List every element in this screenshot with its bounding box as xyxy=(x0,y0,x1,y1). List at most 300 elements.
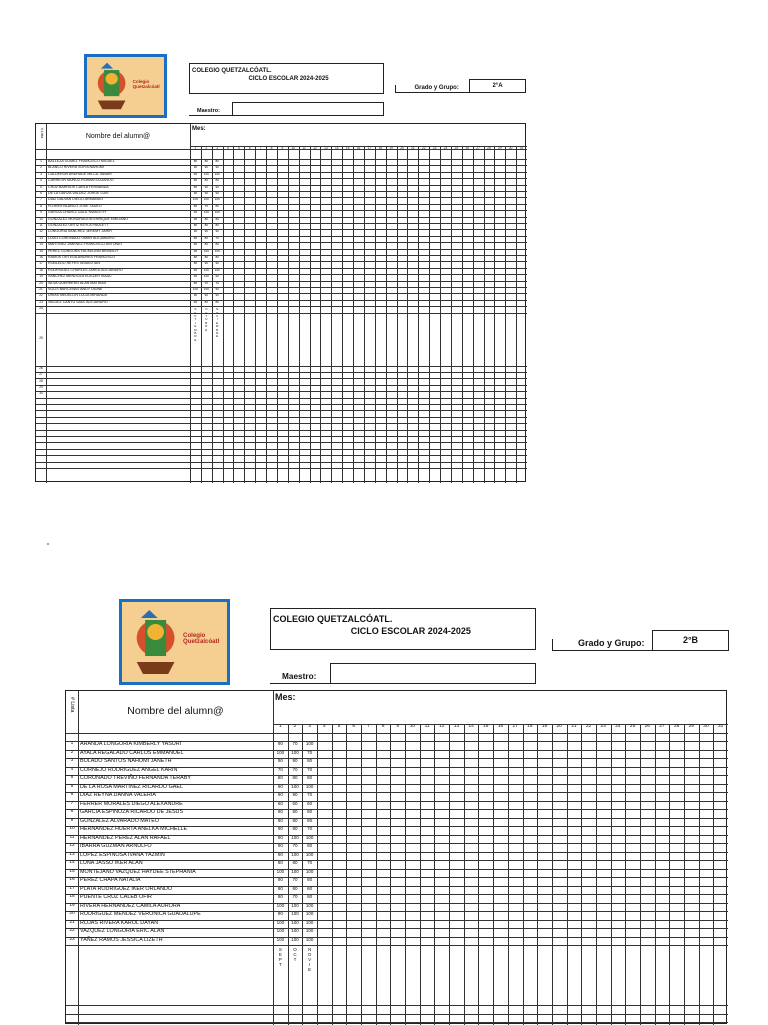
day-header: 28 xyxy=(487,146,491,150)
month-vertical-label: S E P T xyxy=(278,947,282,968)
row-number: 16 xyxy=(69,877,75,882)
score-cell: 100 xyxy=(305,928,314,933)
teacher-label: Maestro: xyxy=(197,108,220,114)
score-cell: 70 xyxy=(307,826,313,831)
score-cell: 80 xyxy=(215,255,219,259)
row-number: 29 xyxy=(39,385,43,389)
day-header: 2 xyxy=(205,146,208,150)
score-cell: 100 xyxy=(214,248,220,253)
day-header: 22 xyxy=(421,146,426,150)
row-number: 21 xyxy=(39,287,43,291)
student-name: GONZALEZ ORTIZ KEYLA PAULETT xyxy=(48,223,109,227)
score-cell: 90 xyxy=(204,229,208,234)
row-number: 3 xyxy=(40,171,42,176)
score-cell: 80 xyxy=(307,877,313,882)
day-header: 18 xyxy=(527,724,533,729)
score-cell: 80 xyxy=(292,860,298,865)
school-logo xyxy=(119,599,230,685)
score-cell: 80 xyxy=(307,775,313,780)
school-name: COLEGIO QUETZALCÓATL. xyxy=(273,614,393,624)
score-cell: 80 xyxy=(215,242,219,247)
score-cell: 90 xyxy=(204,261,208,266)
student-name: SILVA GUERRERO ALAN MATHIAS xyxy=(48,280,107,285)
student-name: LOPEZ ESPINOSA IVANA YAZMIN xyxy=(80,851,165,858)
score-cell: 90 xyxy=(204,293,208,298)
score-cell: 80 xyxy=(307,817,313,823)
row-number: 3 xyxy=(70,758,74,763)
logo-text: Colegio Quetzalcóatl xyxy=(132,79,160,89)
stray-mark xyxy=(47,543,49,545)
student-name: PUENTE CRUZ CALEB OFIR xyxy=(80,894,152,900)
grid-line xyxy=(36,417,527,418)
grid-line xyxy=(66,1022,728,1023)
month-vertical-label: N O V I E M B R E xyxy=(215,307,219,339)
row-number: 28 xyxy=(39,378,43,383)
grid-line xyxy=(36,410,527,411)
score-cell: 100 xyxy=(276,902,285,908)
row-number: 5 xyxy=(70,783,74,789)
student-name: GONZALEZ ALVARADO MATEO xyxy=(80,817,160,824)
score-cell: 100 xyxy=(291,911,299,916)
score-cell: 80 xyxy=(193,184,198,189)
row-number: 16 xyxy=(39,255,43,259)
score-cell: 90 xyxy=(277,792,283,797)
score-cell: 100 xyxy=(214,210,220,215)
grade-value-box xyxy=(652,630,729,651)
grid-line xyxy=(36,404,527,405)
day-header: 30 xyxy=(703,724,709,729)
row-number: 5 xyxy=(40,184,42,189)
grade-value-box xyxy=(469,79,526,93)
score-cell: 80 xyxy=(307,758,313,763)
score-cell: 90 xyxy=(193,299,198,304)
score-cell: 90 xyxy=(277,877,283,882)
day-header: 4 xyxy=(227,146,229,150)
score-cell: 100 xyxy=(305,868,314,874)
row-number: 9 xyxy=(70,817,74,823)
score-cell: 80 xyxy=(193,223,198,227)
student-name: DIAZ REYNA DANNA VALERIA xyxy=(80,792,156,798)
score-cell: 100 xyxy=(291,919,299,925)
score-cell: 90 xyxy=(277,843,283,848)
day-header: 12 xyxy=(439,724,445,729)
student-name: DE LA ROSA MARTINEZ RICARDO GAEL xyxy=(80,783,183,790)
school-title-box xyxy=(270,608,536,650)
score-cell: 80 xyxy=(204,299,208,304)
score-cell: 90 xyxy=(215,165,219,170)
score-cell: 70 xyxy=(204,203,208,208)
score-cell: 80 xyxy=(277,775,283,780)
score-cell: 90 xyxy=(215,293,219,298)
row-number: 7 xyxy=(70,800,74,806)
day-header: 17 xyxy=(512,724,518,729)
score-cell: 80 xyxy=(215,216,219,221)
student-name: CORNEJO RODRIGUEZ ANGEL KARIN xyxy=(80,766,178,773)
score-cell: 100 xyxy=(276,749,285,755)
student-name: LONGORIA SANCHEZ JEREMY JAHIR xyxy=(48,229,112,234)
student-name: MONTEJANO VAZQUEZ HAYDEE STEPHANIA xyxy=(80,868,196,875)
row-number: 15 xyxy=(39,248,43,253)
day-header: 28 xyxy=(673,724,680,729)
score-cell: 60 xyxy=(292,800,298,806)
score-cell: 100 xyxy=(305,783,314,789)
score-cell: 80 xyxy=(204,178,208,183)
student-name: RODRIGUEZ CHARLES JARED ALEJANDRO xyxy=(48,267,123,272)
score-cell: 90 xyxy=(215,274,219,279)
score-cell: 80 xyxy=(204,255,208,259)
score-cell: 60 xyxy=(307,800,313,806)
day-header: 17 xyxy=(367,146,372,150)
grade-value: 2°A xyxy=(492,83,503,89)
day-header: 14 xyxy=(334,146,339,150)
day-header: 20 xyxy=(400,146,404,150)
row-number: 2 xyxy=(70,749,74,755)
student-name: LUGO CORONADO OMAR ALEJANDRO xyxy=(48,235,115,240)
score-cell: 80 xyxy=(193,159,198,163)
grid-line xyxy=(36,462,527,463)
row-number: 1 xyxy=(70,741,74,746)
student-name: PEREZ GONGORA YACKELINN BRISEIDY xyxy=(48,248,119,253)
score-cell: 100 xyxy=(203,197,209,202)
day-header: 21 xyxy=(571,724,577,729)
student-name: GARCIA CHAVEZ DALA YAMILETH xyxy=(48,210,106,215)
score-cell: 100 xyxy=(291,851,299,857)
score-cell: 80 xyxy=(292,817,298,823)
day-header: 13 xyxy=(453,724,460,729)
day-header: 23 xyxy=(600,724,606,729)
student-name: HERNANDEZ HUERTA ANELKA MICHELLE xyxy=(80,826,188,832)
student-name: SANCHEZ MENDOZA ELIEZER ISAAC xyxy=(48,274,112,279)
score-cell: 90 xyxy=(277,834,283,840)
row-number: 10 xyxy=(69,826,75,831)
score-cell: 70 xyxy=(292,766,298,772)
score-cell: 80 xyxy=(193,280,198,285)
attendance-grid xyxy=(65,690,727,1024)
day-header: 14 xyxy=(468,724,474,729)
row-number: 23 xyxy=(39,299,43,304)
name-header: Nombre del alumn@ xyxy=(127,704,224,717)
student-name: BOLADO SANTOS NAHOMI JANETH xyxy=(80,758,172,764)
score-cell: 100 xyxy=(203,274,209,279)
month-label: Mes: xyxy=(192,126,206,132)
score-cell: 90 xyxy=(204,184,208,189)
row-number: 30 xyxy=(39,391,43,396)
row-number: 18 xyxy=(69,894,75,899)
month-vertical-label: O C T U B R E xyxy=(205,307,208,332)
score-cell: 100 xyxy=(305,911,314,916)
grid-line xyxy=(36,442,527,443)
list-header: # Lista xyxy=(69,697,75,713)
row-number: 15 xyxy=(69,868,75,874)
day-header: 10 xyxy=(409,724,416,729)
row-number: 2 xyxy=(40,165,42,170)
score-cell: 100 xyxy=(291,783,299,789)
row-number: 5 xyxy=(70,775,74,780)
score-cell: 90 xyxy=(193,274,198,279)
row-number: 12 xyxy=(69,843,75,848)
row-number: 24 xyxy=(39,306,43,311)
row-number: 18 xyxy=(39,267,43,272)
teacher-label-box xyxy=(270,672,330,684)
score-cell: 100 xyxy=(276,936,285,942)
day-header: 3 xyxy=(216,146,219,150)
score-cell: 90 xyxy=(215,261,219,266)
student-name: RIVERA HERNANDEZ CAMILA AURORA xyxy=(80,902,181,909)
day-header: 9 xyxy=(396,724,400,729)
student-name: VALDEZ CANTU SAUL ALEJANDRO xyxy=(48,299,108,304)
day-header: 26 xyxy=(465,146,469,150)
row-number: 13 xyxy=(39,235,43,240)
row-number: 19 xyxy=(69,902,75,908)
score-cell: 90 xyxy=(277,809,283,814)
score-cell: 80 xyxy=(277,860,283,865)
student-name: BLANCO RIVERA SOFIA NAHOMI xyxy=(48,165,104,170)
day-header: 12 xyxy=(313,146,317,150)
grid-line xyxy=(36,430,527,431)
score-cell: 100 xyxy=(291,928,299,933)
score-cell: 70 xyxy=(292,894,298,899)
score-cell: 100 xyxy=(192,197,198,202)
score-cell: 80 xyxy=(292,809,298,814)
score-cell: 80 xyxy=(292,826,298,831)
day-header: 15 xyxy=(483,724,489,729)
student-name: YAÑEZ RAMOS JESSICA LIZETH xyxy=(80,936,163,943)
score-cell: 80 xyxy=(277,894,283,899)
day-header: 7 xyxy=(367,724,370,729)
school-logo xyxy=(84,54,167,118)
score-cell: 100 xyxy=(214,267,220,272)
score-cell: 100 xyxy=(214,171,220,176)
day-header: 8 xyxy=(270,146,273,150)
score-cell: 70 xyxy=(215,235,219,240)
row-number: 8 xyxy=(70,809,74,814)
grid-line xyxy=(36,398,527,399)
day-header: 8 xyxy=(381,724,385,729)
grid-line xyxy=(36,449,527,450)
month-vertical-label: O C T xyxy=(293,947,297,963)
student-name: PEREZ CHAPA NATALIA xyxy=(80,877,141,883)
score-cell: 100 xyxy=(214,197,220,202)
teacher-field[interactable] xyxy=(232,102,384,116)
student-name: GONZALEZ MONDRAGON ENRIQUE EMILIANO xyxy=(48,216,129,221)
score-cell: 80 xyxy=(204,235,208,240)
score-cell: 100 xyxy=(305,741,314,746)
score-cell: 80 xyxy=(307,843,313,848)
row-number: 20 xyxy=(39,280,43,285)
student-name: CALDERON ANDRADE MILCA TABAIR xyxy=(48,171,112,176)
row-number: 25 xyxy=(39,336,43,341)
score-cell: 80 xyxy=(292,775,298,780)
student-name: HERNANDEZ PEREZ ALAN RAFAEL xyxy=(80,834,171,841)
day-header: 21 xyxy=(411,146,415,150)
score-cell: 70 xyxy=(307,749,313,755)
score-cell: 90 xyxy=(193,171,198,176)
score-cell: 100 xyxy=(291,834,299,840)
student-name: ARANDA LONGORIA KIMBERLY YASURI xyxy=(80,741,182,747)
student-name: AYALA REGALADO CARLOS EMMANUEL xyxy=(80,749,184,756)
day-header: 24 xyxy=(443,146,448,150)
score-cell: 90 xyxy=(193,165,198,170)
score-cell: 70 xyxy=(292,843,298,848)
score-cell: 80 xyxy=(204,216,208,221)
student-name: LUNA JASSO IKER ALAN xyxy=(80,860,143,866)
day-header: 6 xyxy=(352,724,356,729)
score-cell: 100 xyxy=(203,248,209,253)
score-cell: 90 xyxy=(277,826,283,831)
teacher-label: Maestro: xyxy=(282,672,317,681)
score-cell: 80 xyxy=(277,885,283,891)
score-cell: 100 xyxy=(203,210,209,215)
student-name: DE LA GARZA VALDEZ JORGE LUIS xyxy=(48,191,109,195)
score-cell: 100 xyxy=(305,851,314,857)
score-cell: 100 xyxy=(305,919,314,925)
score-cell: 100 xyxy=(305,936,314,942)
score-cell: 80 xyxy=(193,178,198,183)
row-number: 4 xyxy=(70,766,74,772)
score-cell: 80 xyxy=(215,178,219,183)
day-header: 25 xyxy=(629,724,636,729)
grid-line xyxy=(36,313,527,314)
score-cell: 80 xyxy=(215,203,219,208)
row-number: 19 xyxy=(39,274,43,279)
day-header: 6 xyxy=(248,146,251,150)
score-cell: 70 xyxy=(204,280,208,285)
grid-line xyxy=(36,372,527,373)
score-cell: 100 xyxy=(203,287,209,291)
row-number: 1 xyxy=(40,159,42,163)
student-name: GARCIA ESPINOZA RICARDO DE JESUS xyxy=(80,809,184,815)
score-cell: 100 xyxy=(276,928,285,933)
score-cell: 70 xyxy=(307,766,313,772)
student-name: CARREON MUÑOZ ROMAN EDUARDO xyxy=(48,178,114,183)
grid-line xyxy=(66,1014,728,1015)
score-cell: 80 xyxy=(215,299,219,304)
score-cell: 100 xyxy=(203,267,209,272)
school-title-box xyxy=(189,63,384,94)
row-number: 14 xyxy=(69,860,75,865)
score-cell: 100 xyxy=(305,902,314,908)
day-header: 19 xyxy=(541,724,548,729)
score-cell: 100 xyxy=(291,868,299,874)
day-header: 10 xyxy=(291,146,296,150)
name-header: Nombre del alumn@ xyxy=(85,132,151,140)
grade-value: 2°B xyxy=(682,634,699,645)
row-number: 22 xyxy=(39,293,43,298)
row-number: 17 xyxy=(69,885,75,891)
score-cell: 100 xyxy=(291,936,299,942)
score-cell: 90 xyxy=(277,851,283,857)
day-header: 2 xyxy=(293,724,297,729)
row-number: 12 xyxy=(39,229,43,234)
day-header: 26 xyxy=(644,724,650,729)
month-vertical-label: S E P T I E M B R E xyxy=(194,307,197,342)
grid-line xyxy=(36,366,527,367)
day-header: 7 xyxy=(259,146,262,150)
month-vertical-label: N O V I E xyxy=(307,947,312,973)
grid-line xyxy=(36,468,527,469)
student-name: PLATA RODRIGUEZ IKER ORLANDO xyxy=(80,885,173,892)
day-header: 9 xyxy=(281,146,284,150)
score-cell: 90 xyxy=(292,792,298,797)
day-header: 27 xyxy=(659,724,665,729)
school-cycle: CICLO ESCOLAR 2024-2025 xyxy=(248,76,329,82)
row-number: 7 xyxy=(40,197,42,202)
day-header: 31 xyxy=(717,724,724,729)
day-header: 4 xyxy=(323,724,326,729)
day-header: 16 xyxy=(356,146,361,150)
score-cell: 90 xyxy=(215,229,219,234)
score-cell: 80 xyxy=(215,223,219,227)
student-name: RODRIGUEZ MENDEZ VERONICA GUADALUPE xyxy=(80,911,201,917)
row-number: 27 xyxy=(39,372,43,377)
day-header: 16 xyxy=(497,724,504,729)
row-number: 20 xyxy=(69,911,75,916)
day-header: 29 xyxy=(498,146,502,150)
day-header: 1 xyxy=(194,146,197,150)
grade-label: Grado y Grupo: xyxy=(578,638,645,648)
student-name: MARTINEZ JIMENEZ FRANCISCO ANTONIO xyxy=(48,242,122,247)
score-cell: 80 xyxy=(204,242,208,247)
student-name: FLORES BLANCO JOSE TADEO xyxy=(48,203,102,208)
score-cell: 70 xyxy=(277,766,283,772)
day-header: 20 xyxy=(556,724,562,729)
student-name: SOLIS BARCENAS ANDY DIONE xyxy=(48,287,103,291)
student-name: VAZQUEZ LONGORIA ERIC ALAN xyxy=(80,928,165,934)
score-cell: 80 xyxy=(215,159,219,163)
score-cell: 80 xyxy=(307,809,313,814)
grid-line xyxy=(36,423,527,424)
day-header: 18 xyxy=(378,146,382,150)
score-cell: 80 xyxy=(204,159,208,163)
score-cell: 70 xyxy=(307,860,313,865)
score-cell: 90 xyxy=(193,210,198,215)
score-cell: 80 xyxy=(292,885,298,891)
student-name: ROBLEDO REYES SEBASTIAN xyxy=(48,261,100,266)
row-number: 22 xyxy=(69,928,75,933)
grid-line xyxy=(66,733,728,734)
score-cell: 90 xyxy=(277,783,283,789)
grid-line xyxy=(36,385,527,386)
row-number: 9 xyxy=(40,210,42,215)
student-name: DIAZ GALVAN DIEGO ARMANDO xyxy=(48,197,103,202)
day-header: 19 xyxy=(389,146,393,150)
score-cell: 70 xyxy=(215,280,219,285)
student-name: FERRER MORALES DIEGO ALEXANDRE xyxy=(80,800,183,807)
score-cell: 90 xyxy=(277,911,283,916)
row-number: 17 xyxy=(39,261,43,266)
score-cell: 70 xyxy=(292,877,298,882)
score-cell: 100 xyxy=(291,902,299,908)
row-number: 6 xyxy=(70,792,74,797)
score-cell: 80 xyxy=(307,894,313,899)
grid-line xyxy=(66,1005,728,1006)
day-header: 25 xyxy=(454,146,459,150)
day-header: 13 xyxy=(324,146,328,150)
row-number: 26 xyxy=(39,365,43,370)
score-cell: 90 xyxy=(215,287,219,291)
teacher-field[interactable] xyxy=(330,663,536,684)
day-header: 1 xyxy=(279,724,282,729)
score-cell: 90 xyxy=(277,758,283,763)
student-name: RAMOS ORTEGA ANDRES FRANCISCO xyxy=(48,255,116,259)
score-cell: 90 xyxy=(204,191,208,195)
row-number: 23 xyxy=(69,936,75,942)
day-header: 24 xyxy=(615,724,621,729)
row-number: 21 xyxy=(69,919,75,925)
student-name: IBARRA GUZMAN ARNULFO xyxy=(80,843,152,849)
attendance-grid xyxy=(35,123,526,482)
score-cell: 90 xyxy=(277,741,283,746)
